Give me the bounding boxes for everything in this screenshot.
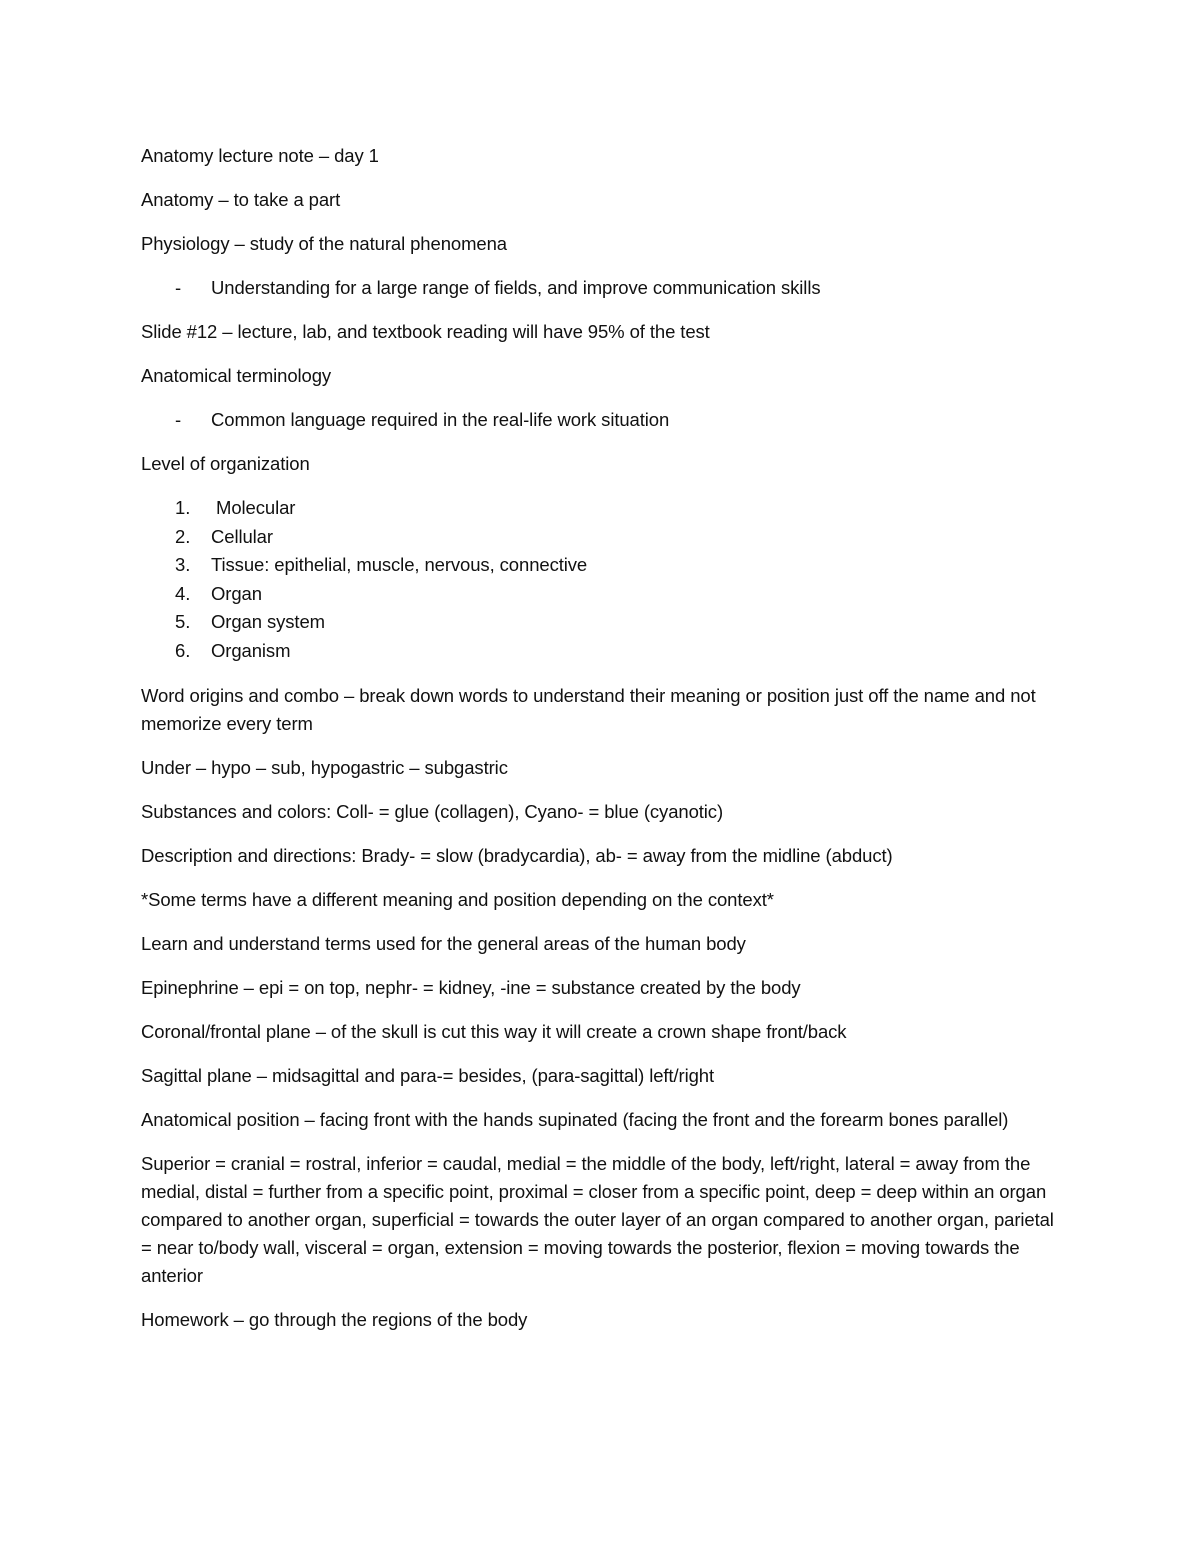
bullet-marker: - <box>175 277 182 298</box>
paragraph-terminology: Anatomical terminology <box>141 365 332 386</box>
paragraph-word-origins: Word origins and combo – break down words to understand their meaning or position just off the name and not memorize every term <box>141 684 1036 734</box>
paragraph-some-terms: *Some terms have a different meaning and position depending on the context* <box>141 888 774 910</box>
list-item <box>141 551 1061 580</box>
list-number: 3. <box>175 554 191 576</box>
list-item <box>141 494 1061 523</box>
document-title: Anatomy lecture note – day 1 <box>141 145 379 166</box>
paragraph-physiology: Physiology – study of the natural phenomena <box>141 233 507 254</box>
paragraph-homework: Homework – go through the regions of the body <box>141 1308 528 1330</box>
list-item <box>141 580 1061 609</box>
paragraph-level: Level of organization <box>141 453 310 474</box>
list-text: Tissue: epithelial, muscle, nervous, connective <box>211 554 588 576</box>
list-text: Organ system <box>211 611 325 633</box>
list-text: Cellular <box>211 525 273 547</box>
list-text: Molecular <box>211 497 296 518</box>
paragraph-substances: Substances and colors: Coll- = glue (collagen), Cyano- = blue (cyanotic) <box>141 800 724 822</box>
bullet-marker: - <box>175 409 182 430</box>
list-text: Organ <box>211 582 262 604</box>
list-item <box>141 637 1061 666</box>
document-body <box>141 142 1061 1350</box>
list-item <box>141 608 1061 637</box>
paragraph-anatomy: Anatomy – to take a part <box>141 189 341 210</box>
paragraph-slide12: Slide #12 – lecture, lab, and textbook reading will have 95% of the test <box>141 321 710 342</box>
paragraph-coronal: Coronal/frontal plane – of the skull is cut this way it will create a crown shape front/back <box>141 1020 847 1042</box>
paragraph-anatomical-position: Anatomical position – facing front with the hands supinated (facing the front and the forearm bones parallel) <box>141 1108 1009 1130</box>
paragraph-sagittal: Sagittal plane – midsagittal and para-= besides, (para-sagittal) left/right <box>141 1064 715 1086</box>
bullet-text: Understanding for a large range of fields, and improve communication skills <box>211 277 821 298</box>
list-number: 4. <box>175 582 191 604</box>
bullet-text: Common language required in the real-life work situation <box>211 409 670 430</box>
list-text: Organism <box>211 639 291 661</box>
list-number: 1. <box>175 497 191 518</box>
list-number: 2. <box>175 525 191 547</box>
list-item <box>141 523 1061 552</box>
paragraph-superior: Superior = cranial = rostral, inferior = caudal, medial = the middle of the body, left/right, lateral = away from the medial, distal = further from a specific point, proximal = closer from a specific point, deep = deep within an organ compared to another organ, superficial = towards the outer layer of an organ compared to another organ, parietal = near to/body wall, visceral = organ, extension = moving towards the posterior, flexion = moving towards the anterior <box>141 1152 1054 1286</box>
bullet-item-understanding <box>141 274 1061 302</box>
list-number: 6. <box>175 639 191 661</box>
paragraph-epinephrine: Epinephrine – epi = on top, nephr- = kidney, -ine = substance created by the body <box>141 976 801 998</box>
levels-list <box>141 494 1061 666</box>
list-number: 5. <box>175 611 191 633</box>
bullet-item-language <box>141 406 1061 434</box>
paragraph-description: Description and directions: Brady- = slow (bradycardia), ab- = away from the midline (abduct) <box>141 844 893 866</box>
paragraph-learn: Learn and understand terms used for the general areas of the human body <box>141 932 746 954</box>
paragraph-under: Under – hypo – sub, hypogastric – subgastric <box>141 756 508 778</box>
